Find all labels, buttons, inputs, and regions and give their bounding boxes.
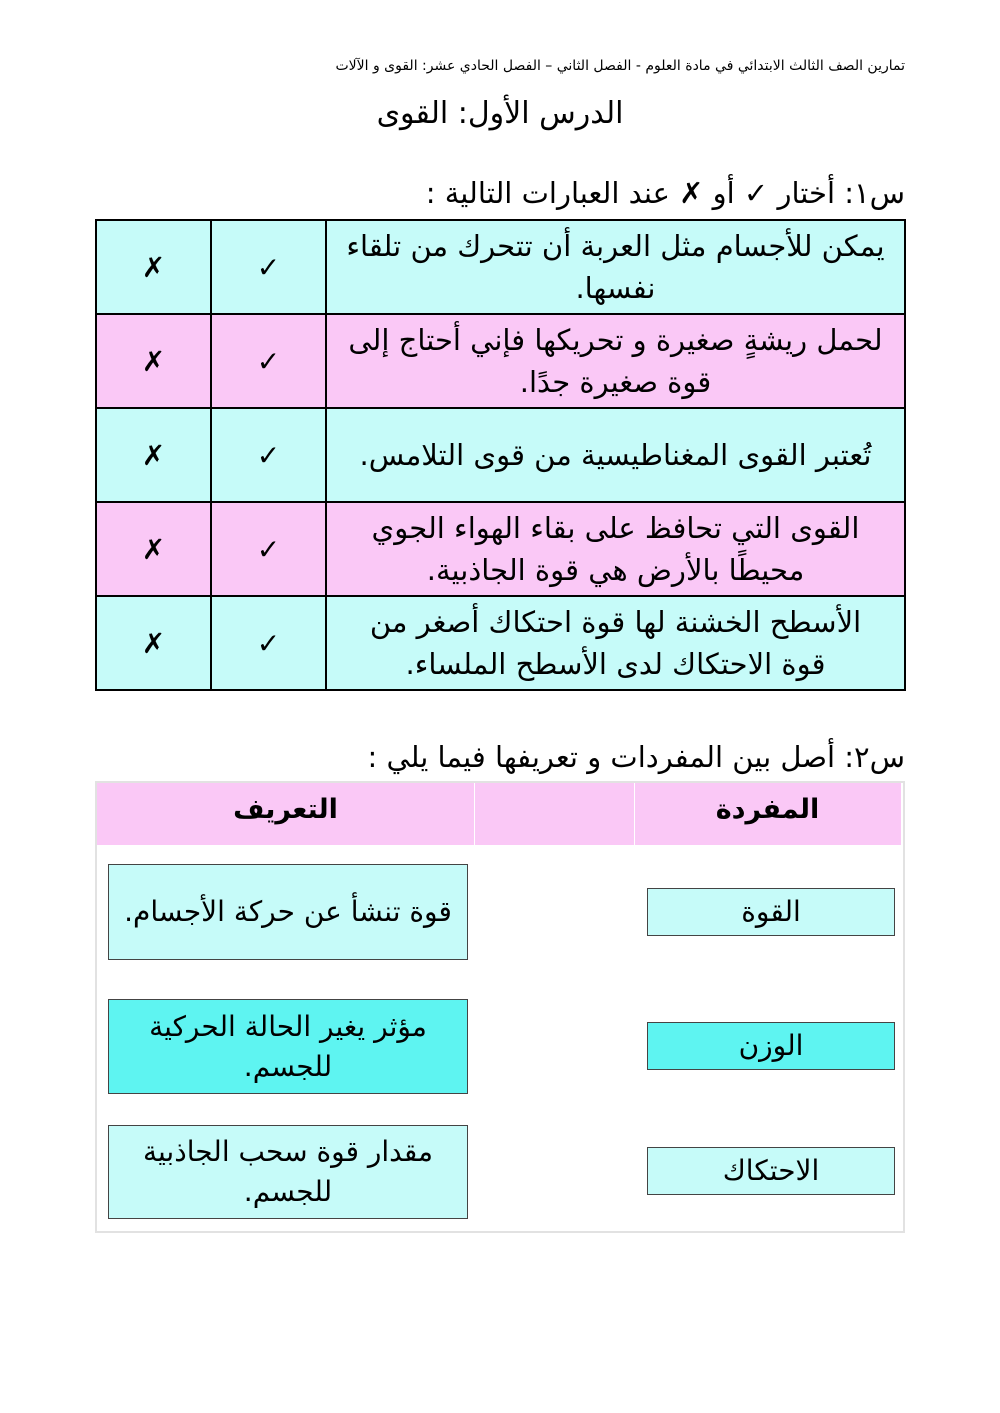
cross-option[interactable]: ✗ [96,502,211,596]
check-option[interactable]: ✓ [211,314,326,408]
definition-column-header: التعريف [233,794,338,825]
question-1-title: س١: أختار ✓ أو ✗ عند العبارات التالية : [425,176,905,210]
definition-box[interactable] [108,864,468,960]
statement-text: لحمل ريشةٍ صغيرة و تحريكها فإني أحتاج إلى قوة صغيرة جدًا. [326,314,905,408]
term-column-header: المفردة [715,794,820,825]
cross-option[interactable]: ✗ [96,408,211,502]
cross-option[interactable]: ✗ [96,314,211,408]
table-row [96,408,905,502]
table-row [96,220,905,314]
table-row [96,596,905,690]
worksheet-header: تمارين الصف الثالث الابتدائي في مادة العلوم - الفصل الثاني – الفصل الحادي عشر: القوى و الآلات [335,58,905,74]
check-option[interactable]: ✓ [211,502,326,596]
statement-text: القوى التي تحافظ على بقاء الهواء الجوي محيطًا بالأرض هي قوة الجاذبية. [326,502,905,596]
table-row [96,314,905,408]
true-false-table [95,219,906,691]
definition-box[interactable] [108,999,468,1094]
check-option[interactable]: ✓ [211,220,326,314]
table-row [96,502,905,596]
definition-text: مؤثر يغير الحالة الحركية للجسم. [149,1009,427,1083]
definition-text: مقدار قوة سحب الجاذبية للجسم. [142,1135,434,1208]
check-option[interactable]: ✓ [211,596,326,690]
lesson-title: الدرس الأول: القوى [376,96,624,131]
term-box[interactable]: القوة [647,888,895,936]
cross-option[interactable]: ✗ [96,220,211,314]
term-box[interactable]: الاحتكاك [647,1147,895,1195]
statement-text: تُعتبر القوى المغناطيسية من قوى التلامس. [326,408,905,502]
statement-text: يمكن للأجسام مثل العربة أن تتحرك من تلقاء نفسها. [326,220,905,314]
definition-text: قوة تنشأ عن حركة الأجسام. [124,895,452,928]
cross-option[interactable]: ✗ [96,596,211,690]
header-divider [474,783,475,845]
check-option[interactable]: ✓ [211,408,326,502]
term-box[interactable]: الوزن [647,1022,895,1070]
definition-box[interactable] [108,1125,468,1219]
statement-text: الأسطح الخشنة لها قوة احتكاك أصغر من قوة الاحتكاك لدى الأسطح الملساء. [326,596,905,690]
question-2-title: س٢: أصل بين المفردات و تعريفها فيما يلي : [367,740,905,774]
